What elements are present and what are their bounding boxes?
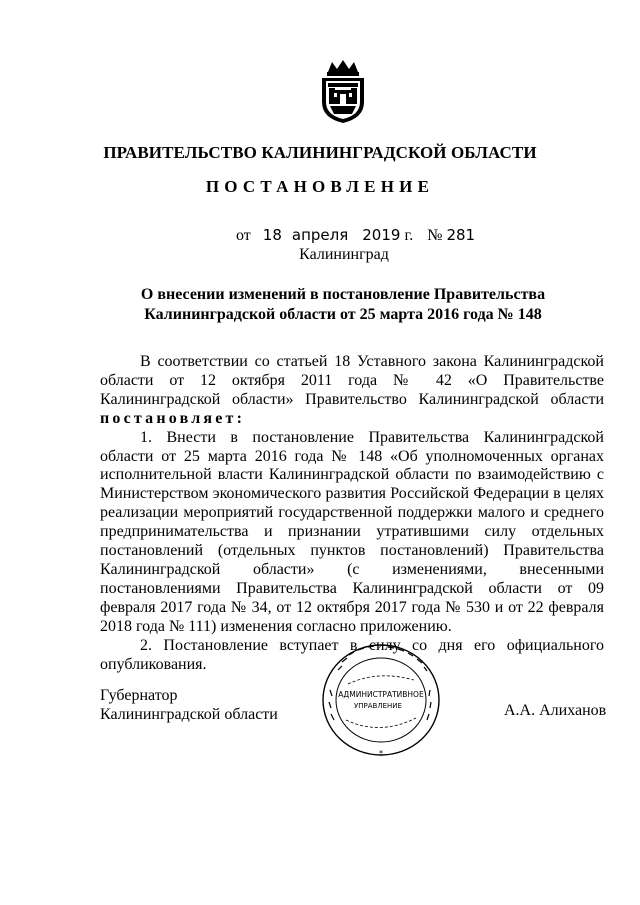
date-year-suffix: г. [404,227,414,244]
date-line [236,226,475,245]
signatory-name: А.А. Алиханов [504,702,607,719]
signatory-position [100,686,278,724]
svg-text:АДМИНИСТРАТИВНОЕ: АДМИНИСТРАТИВНОЕ [338,690,424,699]
preamble-paragraph [100,353,604,429]
date-prefix: от [236,227,251,244]
document-type: ПОСТАНОВЛЕНИЕ [205,177,435,196]
coat-of-arms-emblem [318,58,368,124]
date-day: 18 [262,226,282,244]
decree-word: постановляет: [100,409,246,427]
date-month: апреля [291,226,349,244]
preamble-text: В соответствии со статьей 18 Уставного закона Калининградской области от 12 октября 2011 года № 42 «О Правительстве Калининградской области» Правительство Калининградской области [100,353,604,408]
number-sign: № [427,227,443,244]
document-body [100,353,604,674]
date-year: 2019 [362,226,401,244]
document-subject [0,285,640,325]
issuing-authority: ПРАВИТЕЛЬСТВО КАЛИНИНГРАДСКОЙ ОБЛАСТИ [103,143,537,162]
official-stamp [318,640,444,760]
subject-line-2: Калининградской области от 25 марта 2016 года № 148 [144,306,542,323]
item-1-paragraph: 1. Внести в постановление Правительства Калининградской области от 25 марта 2016 года № 148 «Об уполномоченных органах исполнительной власти Калининградской области по взаимодействию с Министерством экономического развития Российской Федерации в целях реализации мероприятий государственной поддержки малого и среднего предпринимательства и признании утратившими силу отдельных постановлений (отдельных пунктов постановлений) Правительства Калининградской области» (с изменениями, внесенными постановлениями Правительства Калининградской области от 09 февраля 2017 года № 34, от 12 октября 2017 года № 530 и от 22 февраля 2018 года № 111) изменения согласно приложению. [100,428,604,635]
svg-text:УПРАВЛЕНИЕ: УПРАВЛЕНИЕ [354,702,402,710]
position-line-2: Калининградской области [100,706,278,723]
svg-text:*: * [379,749,383,758]
issue-city: Калининград [299,246,389,263]
document-number: 281 [446,226,476,244]
item-2-paragraph: 2. Постановление вступает в силу со дня его официального опубликования. [100,636,604,673]
position-line-1: Губернатор [100,687,178,704]
subject-line-1: О внесении изменений в постановление Правительства [140,286,546,303]
